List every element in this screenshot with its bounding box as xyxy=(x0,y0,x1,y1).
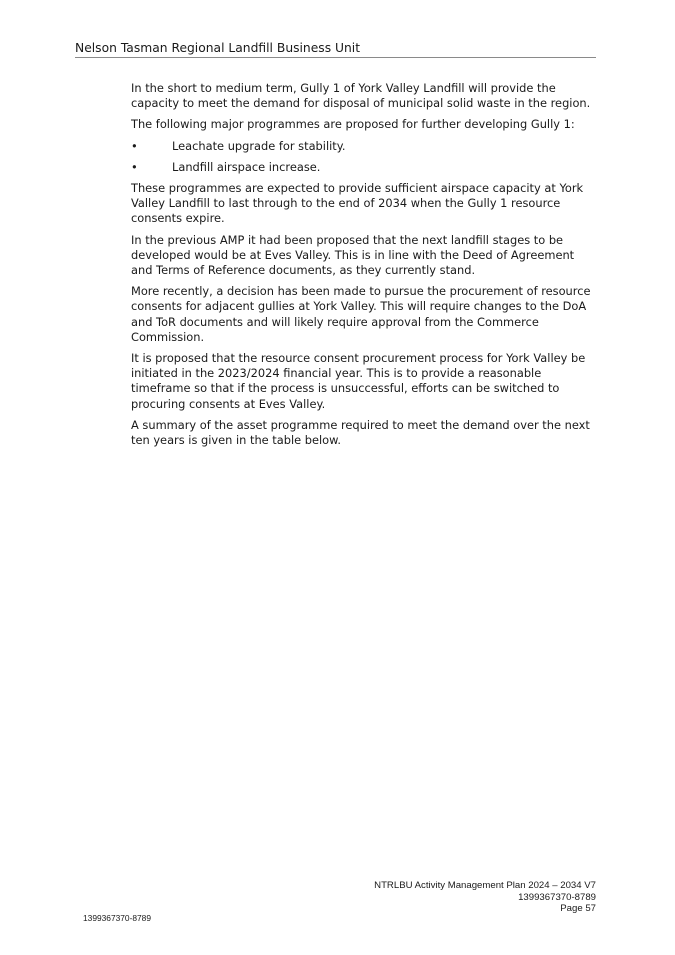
page-body xyxy=(131,81,596,454)
list-item xyxy=(131,160,596,175)
footer-doc-ref: 1399367370-8789 xyxy=(518,891,596,903)
page-footer xyxy=(374,880,596,915)
paragraph-recent-decision: More recently, a decision has been made to pursue the procurement of resource consents for adjacent gullies at York Valley. This will require changes to the DoA and ToR documents and will likely require approval from the Commerce Commission. xyxy=(131,284,591,344)
header-title: Nelson Tasman Regional Landfill Business Unit xyxy=(75,41,361,55)
paragraph-airspace-capacity: These programmes are expected to provide sufficient airspace capacity at York Valley Landfill to last through to the end of 2034 when the Gully 1 resource consents expire. xyxy=(131,181,584,226)
bullet-icon: • xyxy=(131,138,138,153)
bullet-icon: • xyxy=(131,159,138,174)
programme-bullet-list xyxy=(131,139,596,175)
list-item-text: Landfill airspace increase. xyxy=(172,159,321,174)
footer-plan-title: NTRLBU Activity Management Plan 2024 – 2034 V7 xyxy=(374,880,596,891)
paragraph-summary-intro: A summary of the asset programme required to meet the demand over the next ten years is given in the table below. xyxy=(131,417,590,448)
paragraph-previous-amp: In the previous AMP it had been proposed that the next landfill stages to be developed would be at Eves Valley. This is in line with the Deed of Agreement and Terms of Reference documents, as they currently stand. xyxy=(131,232,575,278)
footer-left-ref: 1399367370-8789 xyxy=(83,913,151,923)
paragraph-programmes-intro: The following major programmes are proposed for further developing Gully 1: xyxy=(131,117,575,132)
page-header xyxy=(75,40,596,58)
list-item-text: Leachate upgrade for stability. xyxy=(172,138,346,153)
page-number: Page 57 xyxy=(560,903,596,915)
paragraph-gully-capacity: In the short to medium term, Gully 1 of York Valley Landfill will provide the capacity to meet the demand for disposal of municipal solid waste in the region. xyxy=(131,81,591,111)
list-item xyxy=(131,139,596,154)
paragraph-consent-process: It is proposed that the resource consent procurement process for York Valley be initiated in the 2023/2024 financial year. This is to provide a reasonable timeframe so that if the process is unsuccessful, efforts can be switched to procuring consents at Eves Valley. xyxy=(131,351,586,411)
